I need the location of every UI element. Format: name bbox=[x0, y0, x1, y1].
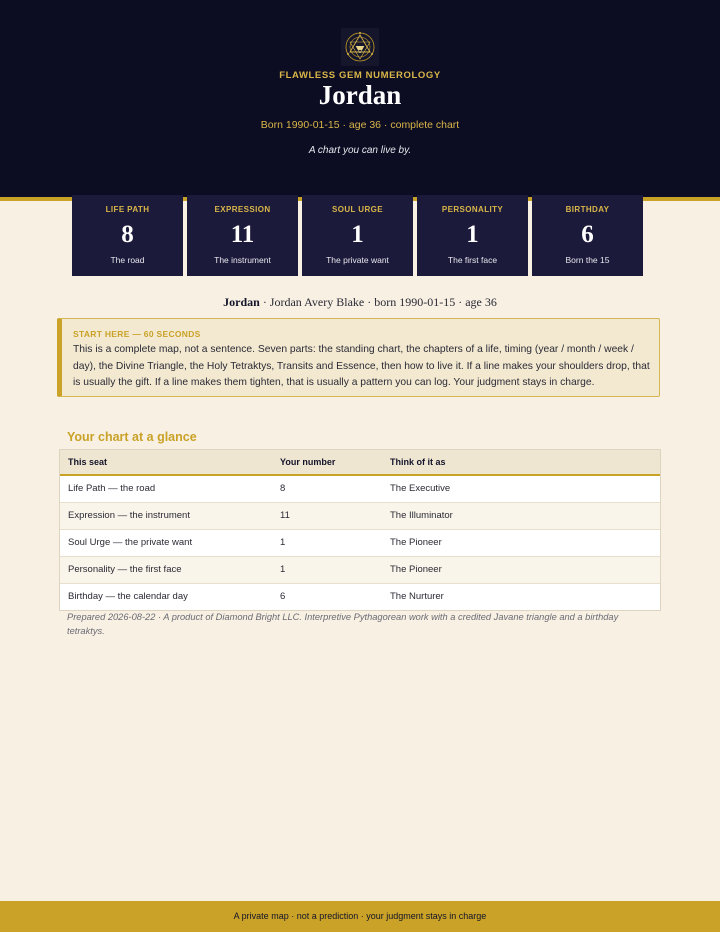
tile-number: 1 bbox=[466, 221, 479, 248]
tile-birthday bbox=[532, 195, 643, 276]
table-cell: Personality — the first face bbox=[68, 564, 182, 575]
table-cell: 6 bbox=[280, 591, 286, 602]
start-here-body: This is a complete map, not a sentence. Seven parts: the standing chart, the chapters of a life, timing (year / month / week / day), the Divine Triangle, the Holy Tetraktys, Transits and Essence, then how to live it. If a line makes your shoulders drop, that is usually the gift. If a line makes them tighten, that is usually a pattern you can log. Your judgment stays in charge. bbox=[73, 344, 650, 388]
table-row bbox=[60, 584, 660, 610]
identity-short-name: Jordan bbox=[223, 295, 260, 309]
table-cell: The Pioneer bbox=[390, 537, 442, 548]
column-header-seat: This seat bbox=[68, 457, 108, 467]
column-header-number: Your number bbox=[280, 457, 336, 467]
tile-number: 11 bbox=[230, 221, 255, 248]
tile-label: BIRTHDAY bbox=[565, 205, 610, 214]
table-cell: 8 bbox=[280, 483, 286, 494]
tile-label: LIFE PATH bbox=[105, 205, 150, 214]
tagline: A chart you can live by. bbox=[308, 145, 412, 156]
table-cell: Birthday — the calendar day bbox=[68, 591, 188, 602]
brand-name: FLAWLESS GEM NUMEROLOGY bbox=[279, 70, 441, 81]
tile-soul-urge bbox=[302, 195, 413, 276]
tile-number: 1 bbox=[351, 221, 364, 248]
table-cell: 11 bbox=[280, 510, 290, 521]
tile-caption: The private want bbox=[326, 255, 389, 265]
prepared-note: Prepared 2026-08-22 · A product of Diamond Bright LLC. Interpretive Pythagorean work with a credited Javane triangle and a birthday tetraktys. bbox=[67, 612, 619, 636]
tile-label: EXPRESSION bbox=[214, 205, 271, 214]
sacred-geometry-logo-icon bbox=[341, 28, 379, 66]
table-cell: The Illuminator bbox=[390, 510, 453, 521]
identity-details: · Jordan Avery Blake · born 1990-01-15 · age 36 bbox=[259, 295, 497, 309]
tile-number: 8 bbox=[121, 221, 134, 248]
table-cell: Life Path — the road bbox=[68, 483, 156, 494]
tile-life-path bbox=[72, 195, 183, 276]
start-here-callout bbox=[57, 318, 660, 397]
tile-caption: The first face bbox=[447, 255, 498, 265]
born-line: Born 1990-01-15 · age 36 · complete chart bbox=[260, 119, 460, 131]
table-row bbox=[60, 503, 660, 530]
table-cell: The Executive bbox=[390, 483, 451, 494]
tile-number: 6 bbox=[581, 221, 594, 248]
start-here-title: START HERE — 60 SECONDS bbox=[73, 329, 201, 339]
core-numbers-row bbox=[72, 195, 648, 276]
glance-section-title: Your chart at a glance bbox=[67, 430, 197, 444]
table-row bbox=[60, 476, 660, 503]
client-name: Jordan bbox=[318, 80, 402, 110]
table-row bbox=[60, 530, 660, 557]
table-cell: 1 bbox=[280, 537, 286, 548]
tile-label: SOUL URGE bbox=[331, 205, 383, 214]
table-header-row bbox=[60, 450, 660, 476]
identity-line bbox=[0, 295, 720, 310]
header-banner bbox=[0, 0, 720, 197]
tile-personality bbox=[417, 195, 528, 276]
tile-caption: The instrument bbox=[214, 255, 271, 265]
tile-caption: The road bbox=[110, 255, 145, 265]
table-cell: The Pioneer bbox=[390, 564, 442, 575]
table-cell: 1 bbox=[280, 564, 286, 575]
table-cell: Soul Urge — the private want bbox=[68, 537, 193, 548]
table-row bbox=[60, 557, 660, 584]
table-cell: The Nurturer bbox=[390, 591, 444, 602]
table-cell: Expression — the instrument bbox=[68, 510, 190, 521]
glance-table bbox=[59, 449, 661, 611]
tile-expression bbox=[187, 195, 298, 276]
tile-caption: Born the 15 bbox=[565, 255, 610, 265]
footer-bar: A private map · not a prediction · your judgment stays in charge bbox=[0, 901, 720, 932]
column-header-think: Think of it as bbox=[390, 457, 446, 467]
tile-label: PERSONALITY bbox=[441, 205, 504, 214]
